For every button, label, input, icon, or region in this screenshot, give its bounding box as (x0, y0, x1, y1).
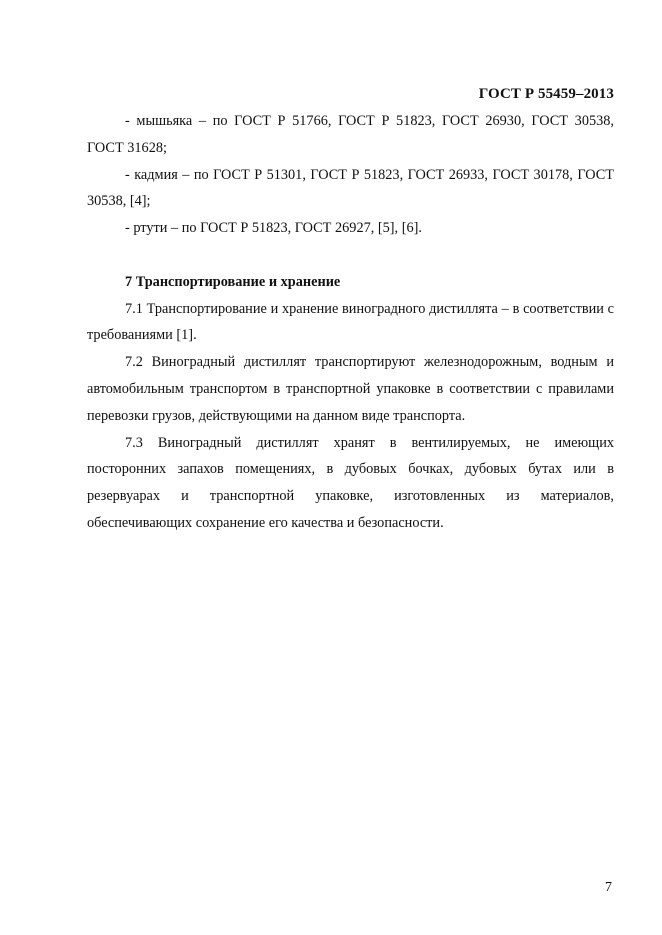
page-number: 7 (605, 880, 612, 895)
list-item-cadmium: - кадмия – по ГОСТ Р 51301, ГОСТ Р 51823, ГОСТ 26933, ГОСТ 30178, ГОСТ 30538, [4]; (87, 166, 614, 210)
document-code-header: ГОСТ Р 55459–2013 (478, 86, 614, 102)
paragraph-7-3: 7.3 Виноградный дистиллят хранят в вентилируемых, не имеющих посторонних запахов помещениях, в дубовых бочках, дубовых бутах или в резервуарах и транспортной упаковке, изготовленных из материалов, обеспечивающих сохранение его качества и безопасности. (87, 434, 614, 531)
document-body (87, 108, 614, 537)
list-item-arsenic: - мышьяка – по ГОСТ Р 51766, ГОСТ Р 51823, ГОСТ 26930, ГОСТ 30538, ГОСТ 31628; (87, 113, 614, 156)
section-heading: 7 Транспортирование и хранение (125, 273, 341, 290)
paragraph-7-2: 7.2 Виноградный дистиллят транспортируют железнодорожным, водным и автомобильным транспортом в транспортной упаковке в соответствии с правилами перевозки грузов, действующими на данном виде транспорта. (87, 354, 614, 424)
paragraph-7-1: 7.1 Транспортирование и хранение виноградного дистиллята – в соответствии с требованиями [1]. (87, 300, 614, 344)
list-item-mercury: - ртути – по ГОСТ Р 51823, ГОСТ 26927, [5], [6]. (125, 220, 422, 237)
